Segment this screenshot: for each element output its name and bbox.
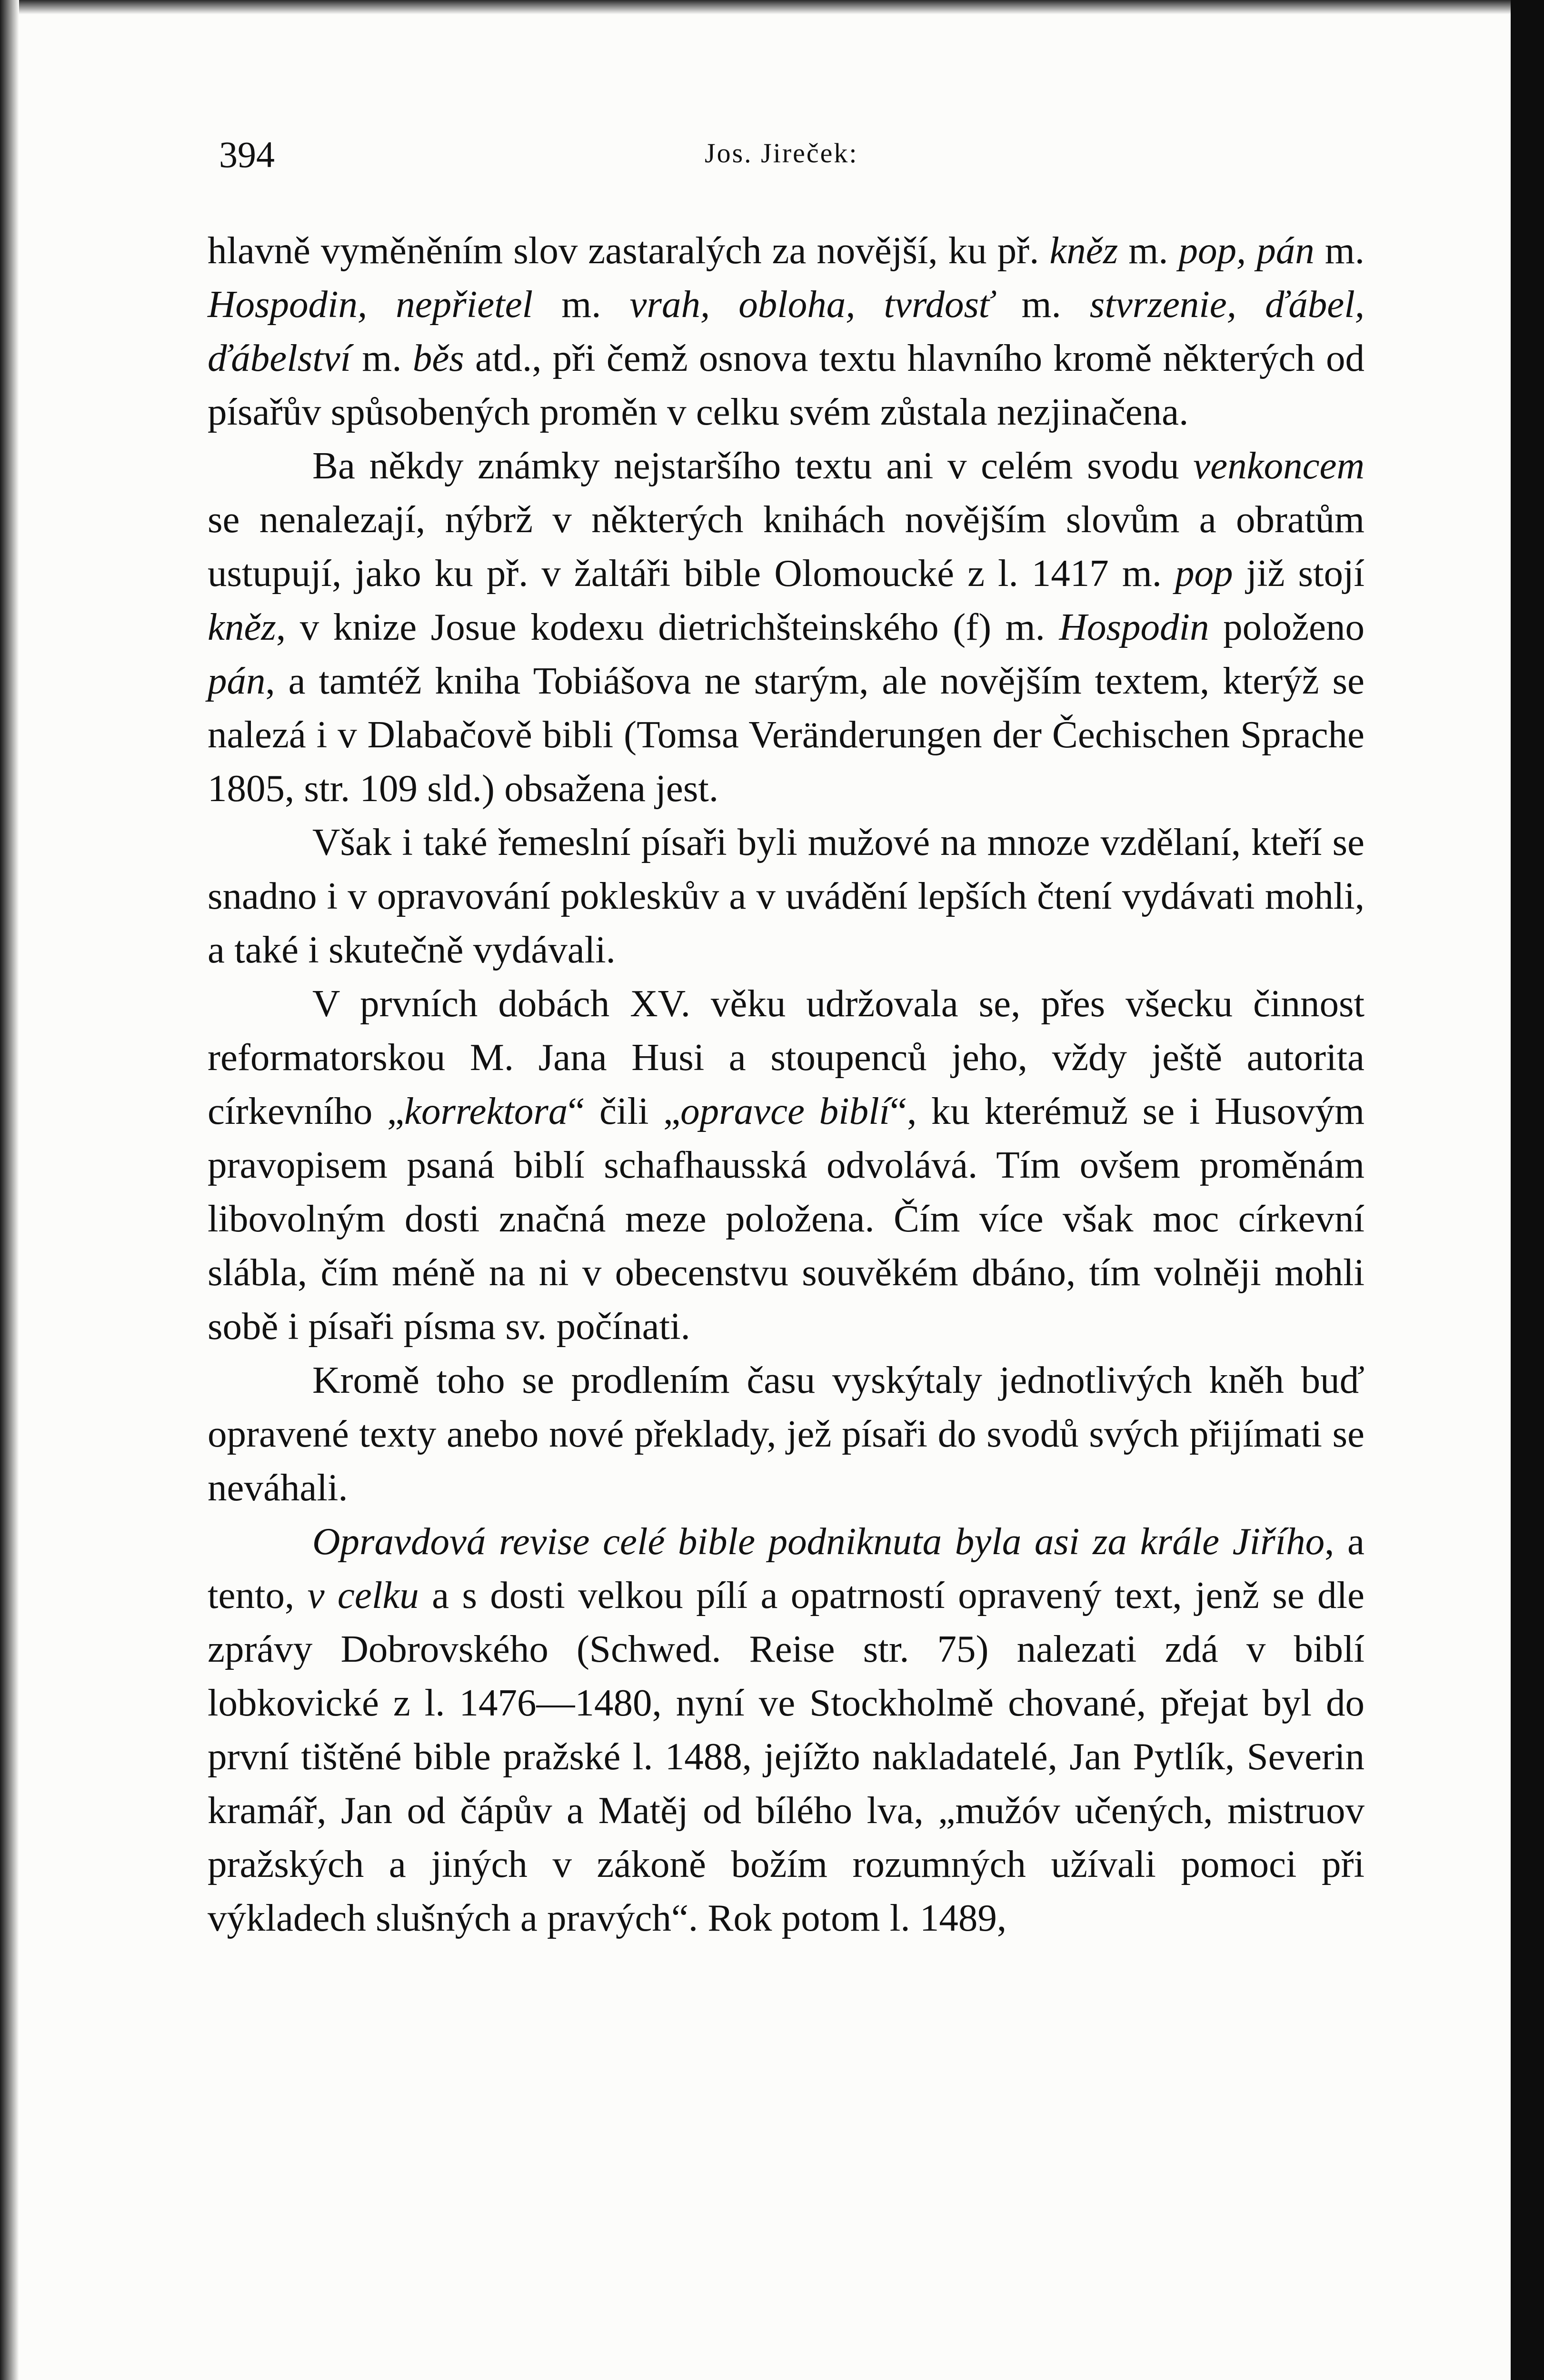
paragraph-5 (208, 1353, 1365, 1515)
paragraph-3 (208, 815, 1365, 977)
text-run: Však i také řemeslní písaři byli mužové na mnoze vzdělaní, kteří se snadno i v opravování pokleskův a v uvádění lepších čtení vydávati mohli, a také i skutečně vydávali. (208, 821, 1365, 971)
italic-run: kněz (208, 605, 276, 648)
text-run: “ čili „ (568, 1090, 681, 1132)
page-number: 394 (219, 134, 275, 175)
text-run: m. (533, 283, 630, 326)
paragraph-6 (208, 1515, 1365, 1945)
scan-edge-right (1511, 0, 1544, 2380)
text-run: m. (351, 337, 413, 379)
italic-run: pop (1175, 552, 1233, 595)
paragraph-4 (208, 977, 1365, 1353)
header-author: Jos. Jireček: (705, 138, 858, 169)
text-run: V prvních dobách XV. věku udržovala se, přes všecku činnost reformatorskou M. Jana Husi a stoupenců jeho, vždy ještě autorita církevního „ (208, 982, 1365, 1132)
text-run: , a tamtéž kniha Tobiášova ne starým, ale novějším textem, kterýž se nalezá i v Dlabačově bibli (Tomsa Veränderungen der Čechischen Sprache 1805, str. 109 sld.) obsažena jest. (208, 659, 1365, 810)
italic-run: korrektora (404, 1090, 568, 1132)
scan-edge-top (0, 0, 1544, 14)
italic-run: vrah, obloha, tvrdosť (629, 283, 993, 326)
scan-edge-left (0, 0, 19, 2380)
text-run: m. (1314, 229, 1365, 272)
italic-run: venkoncem (1193, 444, 1365, 487)
italic-run: opravce biblí (680, 1090, 890, 1132)
italic-run: kněz (1049, 229, 1118, 272)
text-run: a s dosti velkou pílí a opatrností opravený text, jenž se dle zprávy Dobrovského (Schwed. Reise str. 75) nalezati zdá v biblí lobkovické z l. 1476—1480, nyní ve Stockholmě chované, přejat byl do první tištěné bible pražské l. 1488, jejížto nakladatelé, Jan Pytlík, Severin kramář, Jan od čápův a Matěj od bílého lva, „mužóv učených, mistruov pražských a jiných v zákoně božím rozumných užívali pomoci při výkladech slušných a pravých“. Rok potom l. 1489, (208, 1574, 1365, 1939)
italic-run: pán (208, 659, 266, 702)
text-run: Kromě toho se prodlením času vyskýtaly jednotlivých kněh buď opravené texty anebo nové překlady, jež písaři do svodů svých přijímati se neváhali. (208, 1359, 1365, 1509)
text-run: m. (1118, 229, 1179, 272)
text-run: m. (993, 283, 1090, 326)
text-run: položeno (1209, 605, 1365, 648)
text-run: atd., při čemž osnova textu hlavního kromě některých od písařův spůsobených proměn v celku svém zůstala nezjinačena. (208, 337, 1365, 433)
text-run: hlavně vyměněním slov zastaralých za novější, ku př. (208, 229, 1050, 272)
body-text (208, 224, 1365, 1945)
text-run: , v knize Josue kodexu dietrichšteinského (f) m. (276, 605, 1059, 648)
italic-run: v celku (307, 1574, 419, 1616)
paragraph-2 (208, 439, 1365, 815)
italic-run: stvrzenie, ďábel, ďábelství (208, 283, 1365, 379)
italic-run: Hospodin, nepřietel (208, 283, 533, 326)
italic-run: pop, pán (1178, 229, 1315, 272)
text-run: “, ku kterémuž se i Husovým pravopisem psaná biblí schafhausská odvolává. Tím ovšem proměnám libovolným dosti značná meze položena. Čím více však moc církevní slábla, čím méně na ni v obecenstvu souvěkém dbáno, tím volněji mohli sobě i písaři písma sv. počínati. (208, 1090, 1365, 1348)
paragraph-1 (208, 224, 1365, 439)
text-run: již stojí (1233, 552, 1365, 595)
italic-run: běs (412, 337, 464, 379)
text-run: Ba někdy známky nejstaršího textu ani v celém svodu (312, 444, 1194, 487)
italic-run: Opravdová revise celé bible podniknuta byla asi za krále Jiřího (312, 1520, 1325, 1563)
running-head (219, 133, 1362, 190)
text-run: , a tento, (208, 1520, 1365, 1616)
italic-run: Hospodin (1059, 605, 1209, 648)
text-run: se nenalezají, nýbrž v některých knihách novějším slovům a obratům ustupují, jako ku př. v žaltáři bible Olomoucké z l. 1417 m. (208, 498, 1365, 595)
